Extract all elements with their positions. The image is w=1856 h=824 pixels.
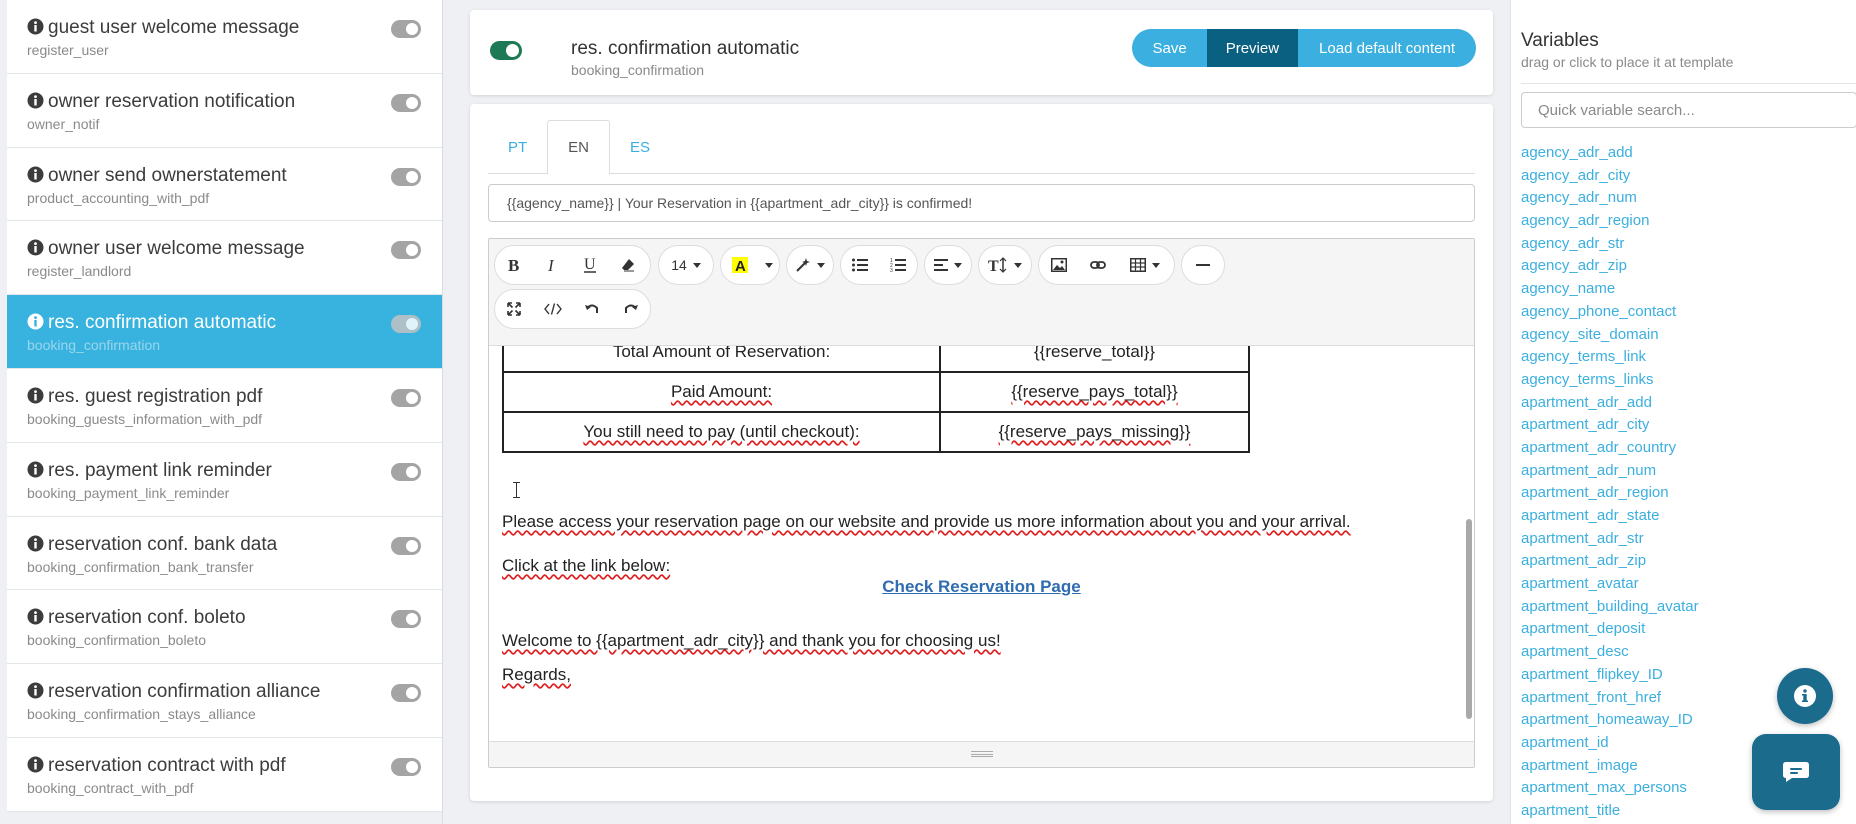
variable-item[interactable]: apartment_avatar <box>1521 575 1639 593</box>
template-item-title <box>27 460 443 482</box>
template-item-title <box>27 534 443 556</box>
template-list-item[interactable] <box>7 369 443 443</box>
line-height-dropdown[interactable] <box>979 246 1031 284</box>
language-tabs <box>488 120 1475 174</box>
italic-icon <box>546 257 558 273</box>
template-header <box>470 10 1493 95</box>
variable-item[interactable]: apartment_adr_state <box>1521 507 1660 524</box>
svg-text:1: 1 <box>890 258 893 264</box>
variables-subtitle: drag or click to place it at template <box>1521 54 1734 70</box>
variable-item[interactable]: agency_site_domain <box>1521 325 1659 343</box>
template-item-title <box>27 91 443 113</box>
divider <box>1521 83 1856 84</box>
paragraph-welcome: Welcome to {{apartment_adr_city}} and thank you for choosing us! <box>502 631 1001 650</box>
template-list-item[interactable] <box>7 0 443 74</box>
main-panel <box>443 0 1510 824</box>
template-item-title <box>27 607 443 629</box>
info-icon <box>27 756 44 773</box>
variable-item[interactable]: agency_adr_add <box>1521 144 1633 161</box>
font-size-dropdown[interactable] <box>659 246 713 284</box>
bold-icon <box>507 257 521 273</box>
paragraph-regards: Regards, <box>502 665 571 684</box>
table-row <box>503 412 1249 452</box>
table-cell-value <box>940 346 1249 372</box>
template-item-label: owner user welcome message <box>48 238 305 260</box>
template-item-key: booking_confirmation_boleto <box>27 632 207 649</box>
text-height-icon <box>988 257 1008 273</box>
template-toggle[interactable] <box>391 537 421 560</box>
toggle-switch[interactable] <box>391 463 421 481</box>
insert-link-button[interactable] <box>1078 246 1117 284</box>
eraser-icon <box>621 258 635 272</box>
tab-en[interactable]: EN <box>547 120 610 175</box>
template-item-title <box>27 17 443 39</box>
align-group <box>924 245 972 285</box>
scrollbar-thumb[interactable] <box>1466 519 1472 719</box>
preview-button[interactable]: Preview <box>1207 29 1298 67</box>
paragraph-click: Click at the link below: <box>502 556 671 575</box>
template-toggle[interactable] <box>391 241 421 264</box>
template-item-label: reservation conf. boleto <box>48 607 246 629</box>
editor-scrollbar[interactable] <box>1466 346 1472 741</box>
row-value: {{reserve_total}} <box>1034 346 1155 361</box>
toggle-switch[interactable] <box>391 389 421 407</box>
template-item-key: booking_contract_with_pdf <box>27 779 194 796</box>
chat-fab-button[interactable] <box>1752 734 1840 810</box>
insert-group <box>1038 245 1175 285</box>
variable-search-input[interactable] <box>1521 92 1856 128</box>
variable-item[interactable]: apartment_adr_city <box>1521 416 1650 434</box>
template-item-key: booking_guests_information_with_pdf <box>27 410 263 427</box>
row-label: Paid Amount: <box>670 382 773 401</box>
redo-icon <box>624 303 638 315</box>
row-label: Total Amount of Reservation: <box>612 346 831 361</box>
info-icon <box>27 166 44 183</box>
template-key: booking_confirmation <box>571 62 705 78</box>
variable-item[interactable]: apartment_building_avatar <box>1521 597 1699 615</box>
table-icon <box>1130 258 1146 272</box>
template-title: res. confirmation automatic <box>571 38 800 59</box>
editor-content[interactable] <box>489 346 1474 741</box>
info-icon <box>27 608 44 625</box>
magic-wand-icon <box>795 257 811 273</box>
paragraph-access: Please access your reservation page on our website and provide us more information about you and your arrival. <box>502 512 1351 531</box>
template-enabled-toggle[interactable] <box>490 41 522 60</box>
variable-item[interactable]: agency_adr_str <box>1521 234 1625 252</box>
align-left-icon <box>934 259 948 271</box>
align-dropdown[interactable] <box>925 246 971 284</box>
text-color-button[interactable] <box>721 246 759 284</box>
image-icon <box>1051 258 1067 272</box>
expand-icon <box>507 302 521 316</box>
toggle-switch[interactable] <box>391 94 421 112</box>
template-item-label: res. guest registration pdf <box>48 385 263 407</box>
chat-bubble-icon <box>1782 761 1810 783</box>
resize-grip-icon[interactable] <box>971 751 993 757</box>
text-cursor-icon <box>513 482 520 498</box>
svg-text:B: B <box>508 257 520 273</box>
chevron-down-icon <box>817 263 825 268</box>
template-list-item[interactable] <box>7 517 443 591</box>
template-item-title <box>27 681 443 703</box>
table-cell-value <box>940 372 1249 412</box>
template-toggle[interactable] <box>391 168 421 191</box>
template-item-key: booking_confirmation_stays_alliance <box>27 706 256 723</box>
template-list-item[interactable] <box>7 74 443 148</box>
variable-item[interactable]: agency_terms_links <box>1521 370 1654 388</box>
template-toggle[interactable] <box>391 610 421 633</box>
template-sidebar <box>0 0 443 824</box>
template-item-label: guest user welcome message <box>48 17 300 38</box>
variable-item[interactable]: agency_phone_contact <box>1521 302 1677 320</box>
fullscreen-button[interactable] <box>495 290 534 328</box>
template-item-key: owner_notif <box>27 115 100 132</box>
reservation-table <box>502 346 1250 453</box>
template-item-key: product_accounting_with_pdf <box>27 189 210 206</box>
template-toggle[interactable] <box>391 94 421 117</box>
subject-input[interactable] <box>488 184 1475 222</box>
underline-button[interactable] <box>571 246 609 284</box>
template-toggle[interactable] <box>391 389 421 412</box>
info-icon <box>1794 685 1816 707</box>
row-label: You still need to pay (until checkout): <box>583 422 860 441</box>
insert-image-button[interactable] <box>1039 246 1078 284</box>
toggle-switch[interactable] <box>391 537 421 555</box>
table-row <box>503 346 1249 372</box>
chevron-down-icon <box>693 263 701 268</box>
info-icon <box>27 92 44 109</box>
svg-text:3: 3 <box>890 268 893 272</box>
template-toggle[interactable] <box>391 315 421 338</box>
template-item-title <box>27 312 443 334</box>
template-list-item[interactable] <box>7 295 443 369</box>
view-group <box>494 289 651 329</box>
template-list-item[interactable] <box>7 148 443 222</box>
variable-item[interactable]: apartment_max_persons <box>1521 779 1687 797</box>
row-value: {{reserve_pays_missing}} <box>998 422 1191 441</box>
check-reservation-link[interactable]: Check Reservation Page <box>882 577 1081 596</box>
template-item-label: owner send ownerstatement <box>48 164 287 186</box>
template-item-key: booking_confirmation_bank_transfer <box>27 558 254 575</box>
link-icon <box>1090 259 1106 271</box>
font-size-value: 14 <box>671 257 687 273</box>
variable-item[interactable]: agency_adr_city <box>1521 166 1631 184</box>
variable-item[interactable]: agency_terms_link <box>1521 348 1647 366</box>
numbered-list-icon <box>890 258 906 272</box>
variable-item[interactable]: agency_adr_region <box>1521 212 1650 230</box>
template-item-key: booking_payment_link_reminder <box>27 484 230 501</box>
row-value: {{reserve_pays_total}} <box>1011 382 1178 401</box>
table-cell-label <box>503 346 940 372</box>
bullet-list-button[interactable] <box>841 246 879 284</box>
info-icon <box>27 387 44 404</box>
table-cell-value <box>940 412 1249 452</box>
toggle-switch[interactable] <box>391 610 421 628</box>
style-group <box>494 245 651 285</box>
template-item-key: register_landlord <box>27 263 132 280</box>
tab-pt[interactable]: PT <box>508 138 528 156</box>
template-list-item[interactable] <box>7 664 443 738</box>
load-default-content-button[interactable]: Load default content <box>1298 29 1476 67</box>
template-item-key: booking_confirmation <box>27 337 161 354</box>
variable-item[interactable]: apartment_adr_zip <box>1521 552 1647 570</box>
table-cell-label <box>503 372 940 412</box>
italic-button[interactable] <box>533 246 571 284</box>
variable-list <box>1521 143 1699 824</box>
template-list-item[interactable] <box>7 738 443 812</box>
color-group <box>720 245 780 285</box>
variable-item[interactable]: apartment_adr_add <box>1521 393 1652 411</box>
variable-item[interactable]: apartment_title <box>1521 801 1621 819</box>
action-buttons <box>1132 29 1476 67</box>
variable-item[interactable]: agency_adr_zip <box>1521 257 1627 275</box>
code-view-button[interactable] <box>534 290 573 328</box>
variables-title: Variables <box>1521 30 1599 51</box>
editor-resize-bar[interactable] <box>489 741 1474 767</box>
rich-text-editor <box>488 238 1475 768</box>
editor-card <box>470 104 1493 801</box>
toggle-switch[interactable] <box>391 315 421 333</box>
toggle-switch[interactable] <box>391 758 421 776</box>
bullet-list-icon <box>852 258 868 272</box>
variable-item[interactable]: apartment_adr_country <box>1521 438 1677 456</box>
variable-item[interactable]: apartment_adr_region <box>1521 484 1669 502</box>
info-icon <box>27 461 44 478</box>
variable-item[interactable]: apartment_desc <box>1521 643 1629 661</box>
toggle-switch[interactable] <box>391 241 421 259</box>
svg-text:T: T <box>988 258 999 273</box>
info-icon <box>27 18 44 35</box>
template-item-key: register_user <box>27 42 109 58</box>
highlight-color-icon <box>732 257 748 273</box>
insert-table-dropdown[interactable] <box>1117 246 1172 284</box>
save-button[interactable]: Save <box>1132 29 1206 67</box>
chevron-down-icon <box>1014 263 1022 268</box>
code-icon <box>544 303 562 315</box>
toggle-switch[interactable] <box>391 168 421 186</box>
template-item-title <box>27 238 443 260</box>
variable-item[interactable]: apartment_homeaway_ID <box>1521 711 1693 729</box>
info-icon <box>27 682 44 699</box>
toggle-switch[interactable] <box>391 684 421 702</box>
undo-button[interactable] <box>573 290 612 328</box>
editor-toolbar <box>489 239 1474 346</box>
chevron-down-icon <box>765 263 773 268</box>
table-cell-label <box>503 412 940 452</box>
bold-button[interactable] <box>495 246 533 284</box>
list-group <box>840 245 918 285</box>
font-size-group <box>658 245 714 285</box>
style-dropdown[interactable] <box>787 246 833 284</box>
variable-item[interactable]: apartment_deposit <box>1521 620 1646 638</box>
template-item-title <box>27 165 443 187</box>
redo-button[interactable] <box>611 290 650 328</box>
undo-icon <box>585 303 599 315</box>
info-icon <box>27 313 44 330</box>
line-height-group <box>978 245 1032 285</box>
info-icon <box>27 239 44 256</box>
variable-item[interactable]: apartment_id <box>1521 733 1609 751</box>
hr-group <box>1181 245 1225 285</box>
variable-item[interactable]: apartment_front_href <box>1521 688 1662 706</box>
template-item-label: res. payment link reminder <box>48 459 272 481</box>
template-item-title <box>27 755 443 777</box>
svg-text:I: I <box>548 257 554 273</box>
template-item-title <box>27 386 443 408</box>
template-list-item[interactable] <box>7 221 443 295</box>
toggle-switch[interactable] <box>391 20 421 38</box>
template-toggle[interactable] <box>391 758 421 781</box>
template-item-label: reservation contract with pdf <box>48 754 286 776</box>
variable-item[interactable]: apartment_image <box>1521 756 1638 774</box>
color-dropdown[interactable] <box>759 246 779 284</box>
template-toggle[interactable] <box>391 684 421 707</box>
template-item-label: reservation confirmation alliance <box>48 681 321 703</box>
template-list-item[interactable] <box>7 590 443 664</box>
horizontal-rule-icon <box>1196 263 1210 267</box>
info-icon <box>27 535 44 552</box>
underline-icon <box>583 256 597 274</box>
clear-format-button[interactable] <box>609 246 647 284</box>
template-list <box>7 0 443 812</box>
table-row <box>503 372 1249 412</box>
variable-item[interactable]: agency_name <box>1521 280 1616 298</box>
chevron-down-icon <box>1152 263 1160 268</box>
variable-item[interactable]: apartment_flipkey_ID <box>1521 665 1663 683</box>
template-list-item[interactable] <box>7 443 443 517</box>
variable-item[interactable]: apartment_adr_str <box>1521 529 1644 547</box>
template-item-label: reservation conf. bank data <box>48 533 278 555</box>
horizontal-rule-button[interactable] <box>1182 246 1224 284</box>
template-toggle[interactable] <box>391 463 421 486</box>
info-fab-button[interactable] <box>1777 668 1833 724</box>
variable-item[interactable]: agency_adr_num <box>1521 189 1637 207</box>
template-item-label: owner reservation notification <box>48 90 296 112</box>
chevron-down-icon <box>954 263 962 268</box>
svg-text:2: 2 <box>890 263 893 269</box>
style-magic-group <box>786 245 834 285</box>
svg-text:U: U <box>584 256 596 273</box>
svg-text:A: A <box>735 258 746 273</box>
variable-item[interactable]: apartment_adr_num <box>1521 461 1657 479</box>
numbered-list-button[interactable] <box>879 246 917 284</box>
template-item-label: res. confirmation automatic <box>48 312 277 334</box>
template-toggle[interactable] <box>391 20 421 43</box>
tab-es[interactable]: ES <box>630 138 651 156</box>
